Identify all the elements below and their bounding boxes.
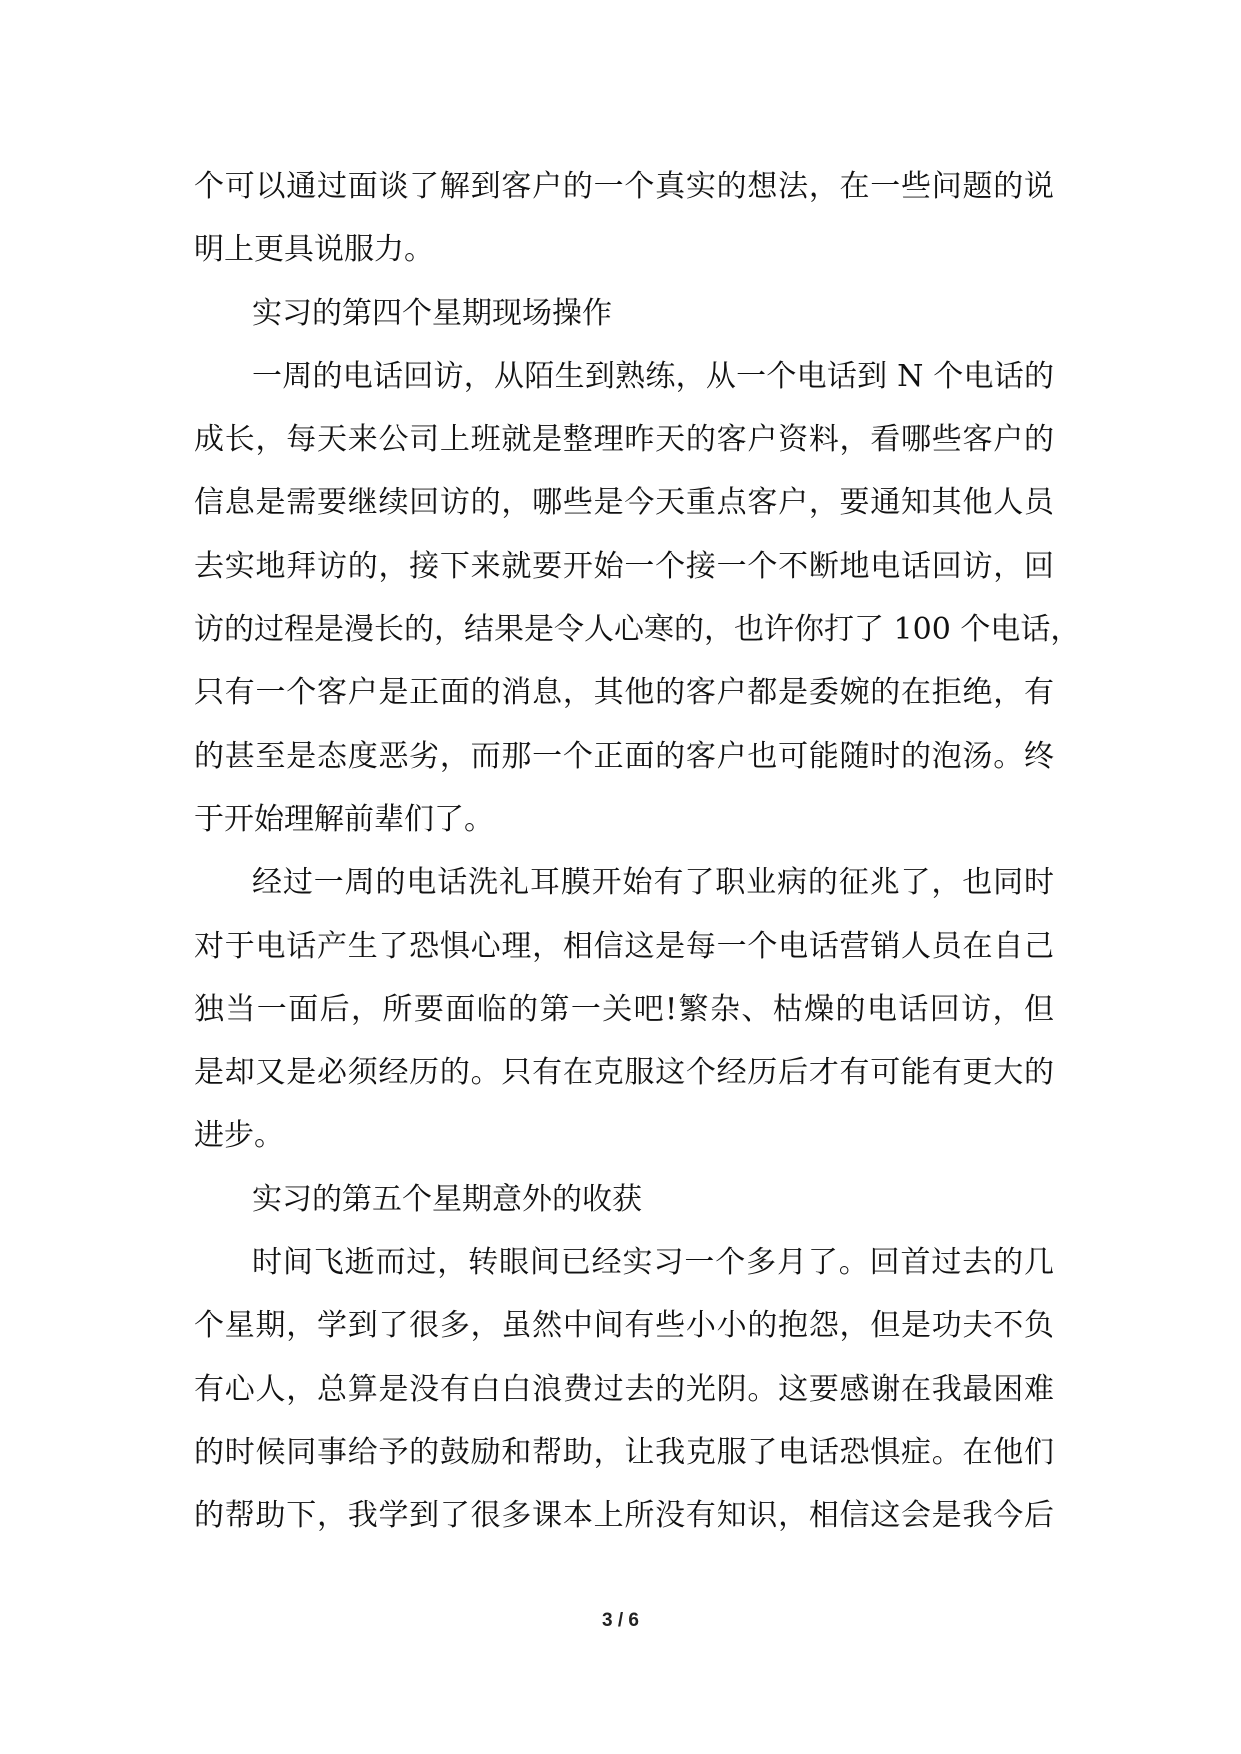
body-text	[194, 155, 1081, 1548]
text-line: 时间飞逝而过，转眼间已经实习一个多月了。回首过去的几	[252, 1245, 1054, 1281]
text-line: 访的过程是漫长的，结果是令人心寒的，也许你打了 100 个电话，	[194, 612, 1081, 648]
text-line: 去实地拜访的，接下来就要开始一个接一个不断地电话回访，回	[194, 548, 1054, 584]
text-line: 只有一个客户是正面的消息，其他的客户都是委婉的在拒绝，有	[194, 675, 1054, 711]
page-number: 3 / 6	[602, 1610, 639, 1631]
text-line: 独当一面后，所要面临的第一关吧!繁杂、枯燥的电话回访，但	[194, 991, 1054, 1027]
text-line: 的甚至是态度恶劣，而那一个正面的客户也可能随时的泡汤。终	[194, 738, 1054, 774]
section-heading-week-5: 实习的第五个星期意外的收获	[252, 1181, 642, 1217]
text-line: 个星期，学到了很多，虽然中间有些小小的抱怨，但是功夫不负	[194, 1308, 1054, 1344]
text-line: 一周的电话回访，从陌生到熟练，从一个电话到 N 个电话的	[252, 358, 1054, 394]
text-line: 进步。	[194, 1118, 284, 1154]
text-line: 对于电话产生了恐惧心理，相信这是每一个电话营销人员在自己	[194, 928, 1054, 964]
text-line: 个可以通过面谈了解到客户的一个真实的想法，在一些问题的说	[194, 169, 1054, 204]
text-line: 于开始理解前辈们了。	[194, 801, 494, 837]
text-line: 的帮助下，我学到了很多课本上所没有知识，相信这会是我今后	[194, 1498, 1054, 1534]
text-line: 成长，每天来公司上班就是整理昨天的客户资料，看哪些客户的	[194, 422, 1054, 458]
text-line: 信息是需要继续回访的，哪些是今天重点客户，要通知其他人员	[194, 485, 1054, 521]
section-heading-week-4: 实习的第四个星期现场操作	[252, 295, 612, 331]
text-line: 明上更具说服力。	[194, 232, 434, 268]
text-line: 有心人，总算是没有白白浪费过去的光阴。这要感谢在我最困难	[194, 1371, 1054, 1407]
text-line: 经过一周的电话洗礼耳膜开始有了职业病的征兆了，也同时	[252, 865, 1054, 901]
text-line: 是却又是必须经历的。只有在克服这个经历后才有可能有更大的	[194, 1055, 1054, 1091]
text-line: 的时候同事给予的鼓励和帮助，让我克服了电话恐惧症。在他们	[194, 1434, 1054, 1470]
